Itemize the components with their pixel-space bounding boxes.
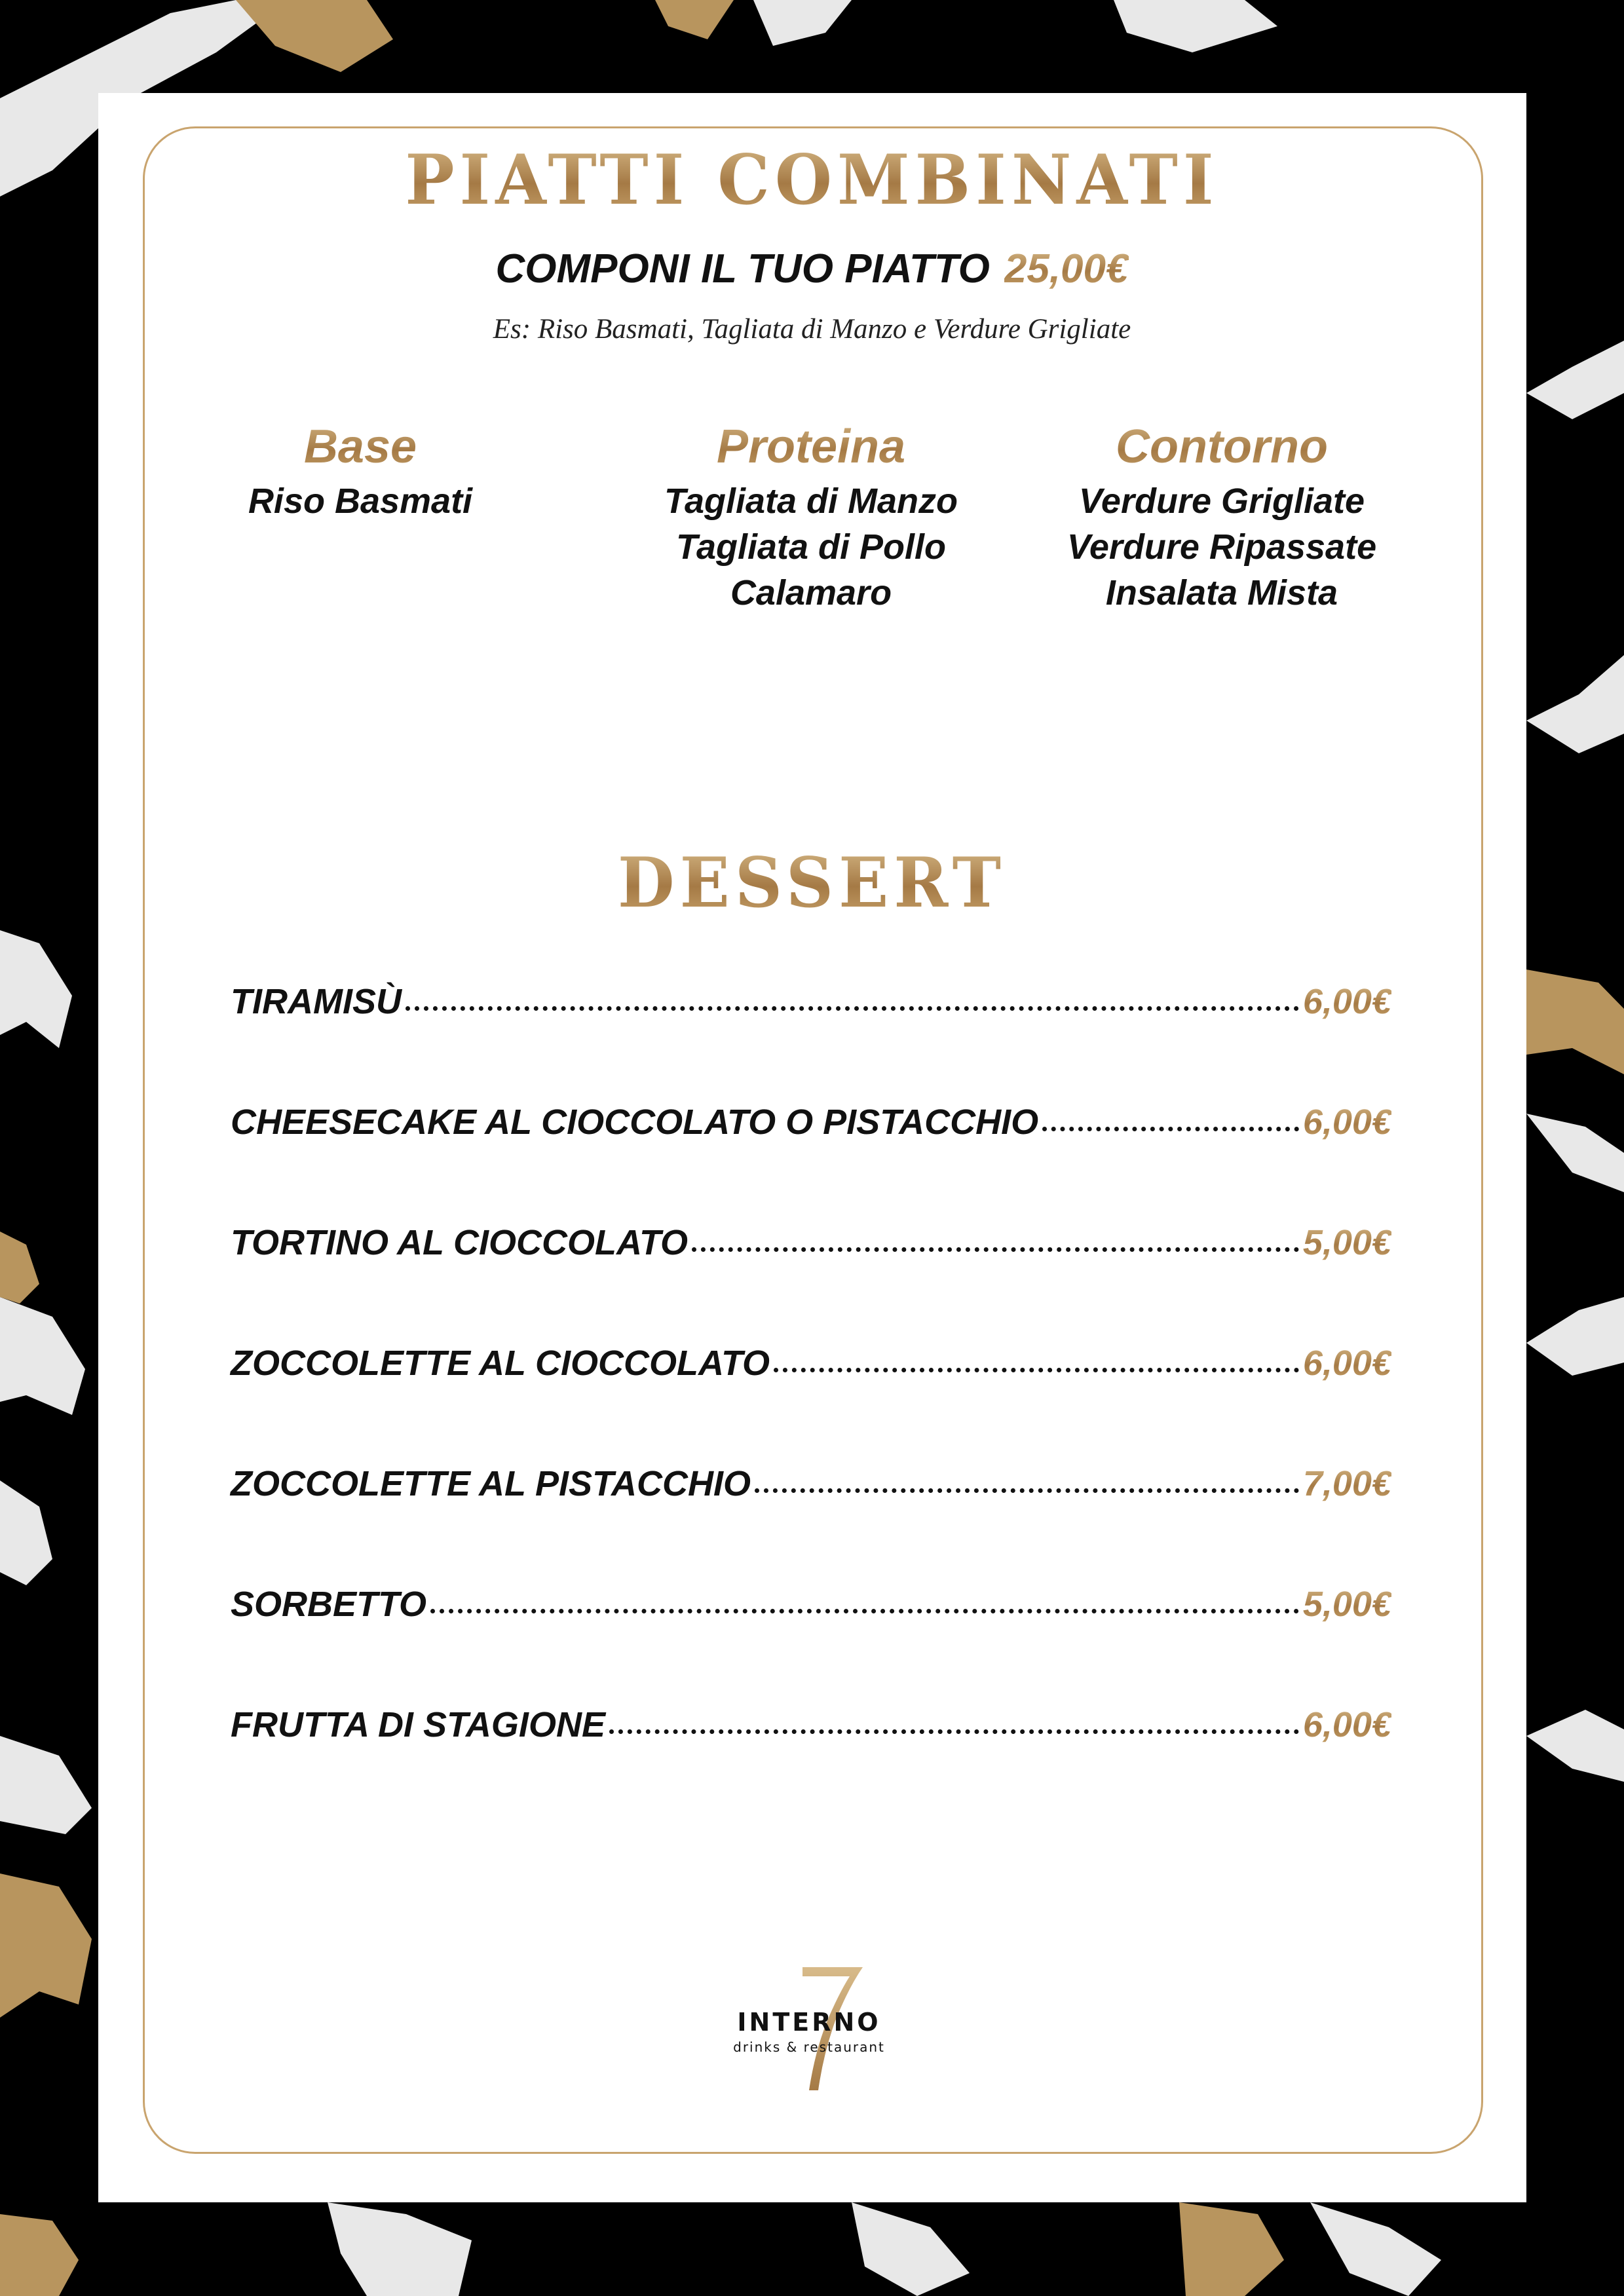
logo-name: INTERNO — [737, 2008, 881, 2037]
dessert-name: TORTINO AL CIOCCOLATO — [231, 1223, 689, 1262]
logo-tagline: drinks & restaurant — [733, 2039, 885, 2055]
column-item: Calamaro — [730, 573, 892, 612]
dot-leader — [609, 1729, 1299, 1734]
dessert-row — [231, 1704, 1391, 1825]
dot-leader — [430, 1609, 1299, 1613]
column-proteina — [608, 416, 1014, 616]
dessert-name: ZOCCOLETTE AL CIOCCOLATO — [231, 1344, 770, 1383]
interno-logo — [724, 1962, 894, 2093]
compose-headline: COMPONI IL TUO PIATTO — [495, 246, 990, 292]
dessert-row — [231, 1584, 1391, 1704]
dessert-row — [231, 981, 1391, 1102]
dessert-price: 5,00€ — [1302, 1223, 1391, 1262]
column-heading: Base — [157, 416, 563, 478]
dot-leader — [774, 1368, 1299, 1372]
dot-leader — [406, 1006, 1299, 1011]
dot-leader — [692, 1247, 1299, 1252]
column-item: Verdure Ripassate — [1067, 527, 1377, 567]
dessert-section-title: DESSERT — [0, 842, 1624, 923]
dessert-row — [231, 1102, 1391, 1222]
dessert-price: 6,00€ — [1302, 1102, 1391, 1142]
compose-price: 25,00€ — [1004, 246, 1129, 292]
column-item: Tagliata di Pollo — [675, 527, 947, 567]
column-item: Insalata Mista — [1105, 573, 1338, 612]
dessert-name: TIRAMISÙ — [231, 982, 402, 1021]
dessert-price: 6,00€ — [1302, 1344, 1391, 1383]
column-contorno — [1019, 416, 1425, 616]
dessert-list — [231, 981, 1391, 1825]
dot-leader — [1042, 1127, 1299, 1131]
dessert-price: 6,00€ — [1302, 1705, 1391, 1744]
dessert-price: 7,00€ — [1302, 1464, 1391, 1503]
compose-example: Es: Riso Basmati, Tagliata di Manzo e Verdure Grigliate — [493, 314, 1131, 345]
dot-leader — [755, 1488, 1299, 1493]
dessert-price: 6,00€ — [1302, 982, 1391, 1021]
dessert-name: ZOCCOLETTE AL PISTACCHIO — [231, 1464, 751, 1503]
dessert-name: FRUTTA DI STAGIONE — [231, 1705, 605, 1744]
column-heading: Proteina — [608, 416, 1014, 478]
column-item: Tagliata di Manzo — [664, 481, 958, 521]
column-item: Verdure Grigliate — [1078, 481, 1365, 521]
column-item: Riso Basmati — [248, 481, 473, 521]
dessert-row — [231, 1463, 1391, 1584]
column-base — [157, 416, 563, 524]
dessert-price: 5,00€ — [1302, 1585, 1391, 1624]
dessert-row — [231, 1222, 1391, 1343]
dessert-row — [231, 1343, 1391, 1463]
compose-headline-row — [0, 246, 1624, 292]
dessert-name: SORBETTO — [231, 1585, 427, 1624]
column-heading: Contorno — [1019, 416, 1425, 478]
dessert-name: CHEESECAKE AL CIOCCOLATO O PISTACCHIO — [231, 1102, 1039, 1142]
combo-section-title: PIATTI COMBINATI — [0, 139, 1624, 220]
